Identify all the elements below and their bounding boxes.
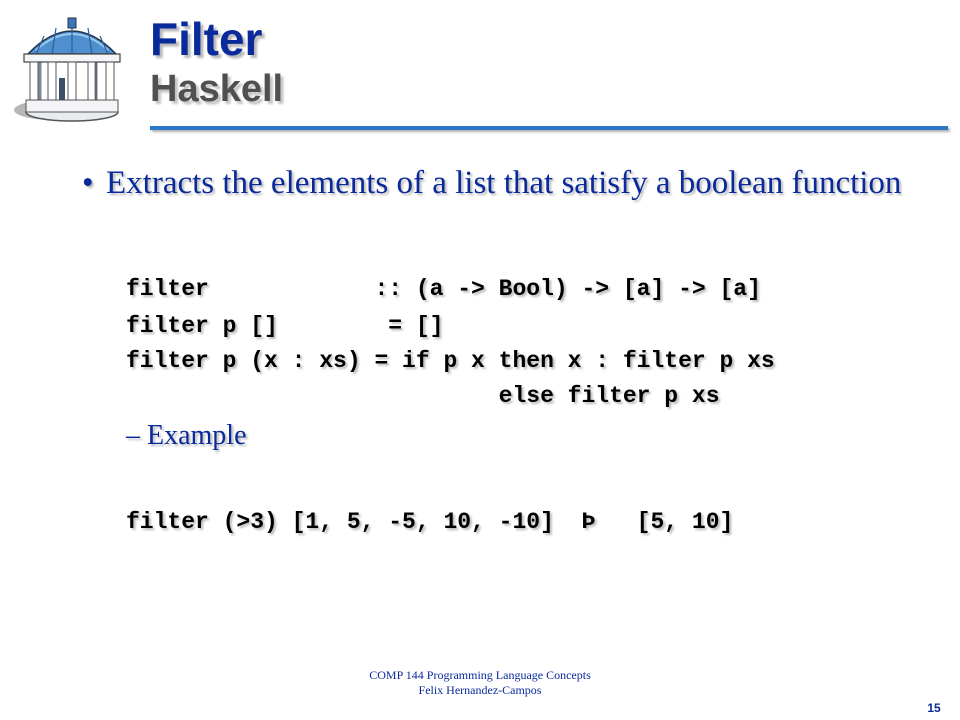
bullet-marker: •: [82, 165, 94, 201]
code-line-recursive-case: filter p (x : xs) = if p x then x : filter p xs: [126, 348, 775, 374]
page-number: 15: [927, 701, 941, 715]
bullet-item: [82, 164, 902, 202]
slide-title: Filter: [150, 13, 263, 65]
example-code-line: filter (>3) [1, 5, -5, 10, -10] Þ [5, 10]: [126, 509, 734, 535]
old-well-logo-icon: [6, 14, 138, 132]
code-line-base-case: filter p [] = []: [126, 313, 444, 339]
slide-subtitle: Haskell: [150, 68, 284, 110]
code-line-signature: filter :: (a -> Bool) -> [a] -> [a]: [126, 276, 761, 302]
sub-bullet-example: – Example: [126, 420, 247, 451]
bullet-text: Extracts the elements of a list that satisfy a boolean function: [106, 165, 902, 201]
code-line-else-branch: else filter p xs: [126, 383, 720, 409]
footer-author: Felix Hernandez-Campos: [418, 683, 542, 697]
footer-course: COMP 144 Programming Language Concepts: [369, 668, 591, 682]
title-underline: [150, 126, 948, 130]
